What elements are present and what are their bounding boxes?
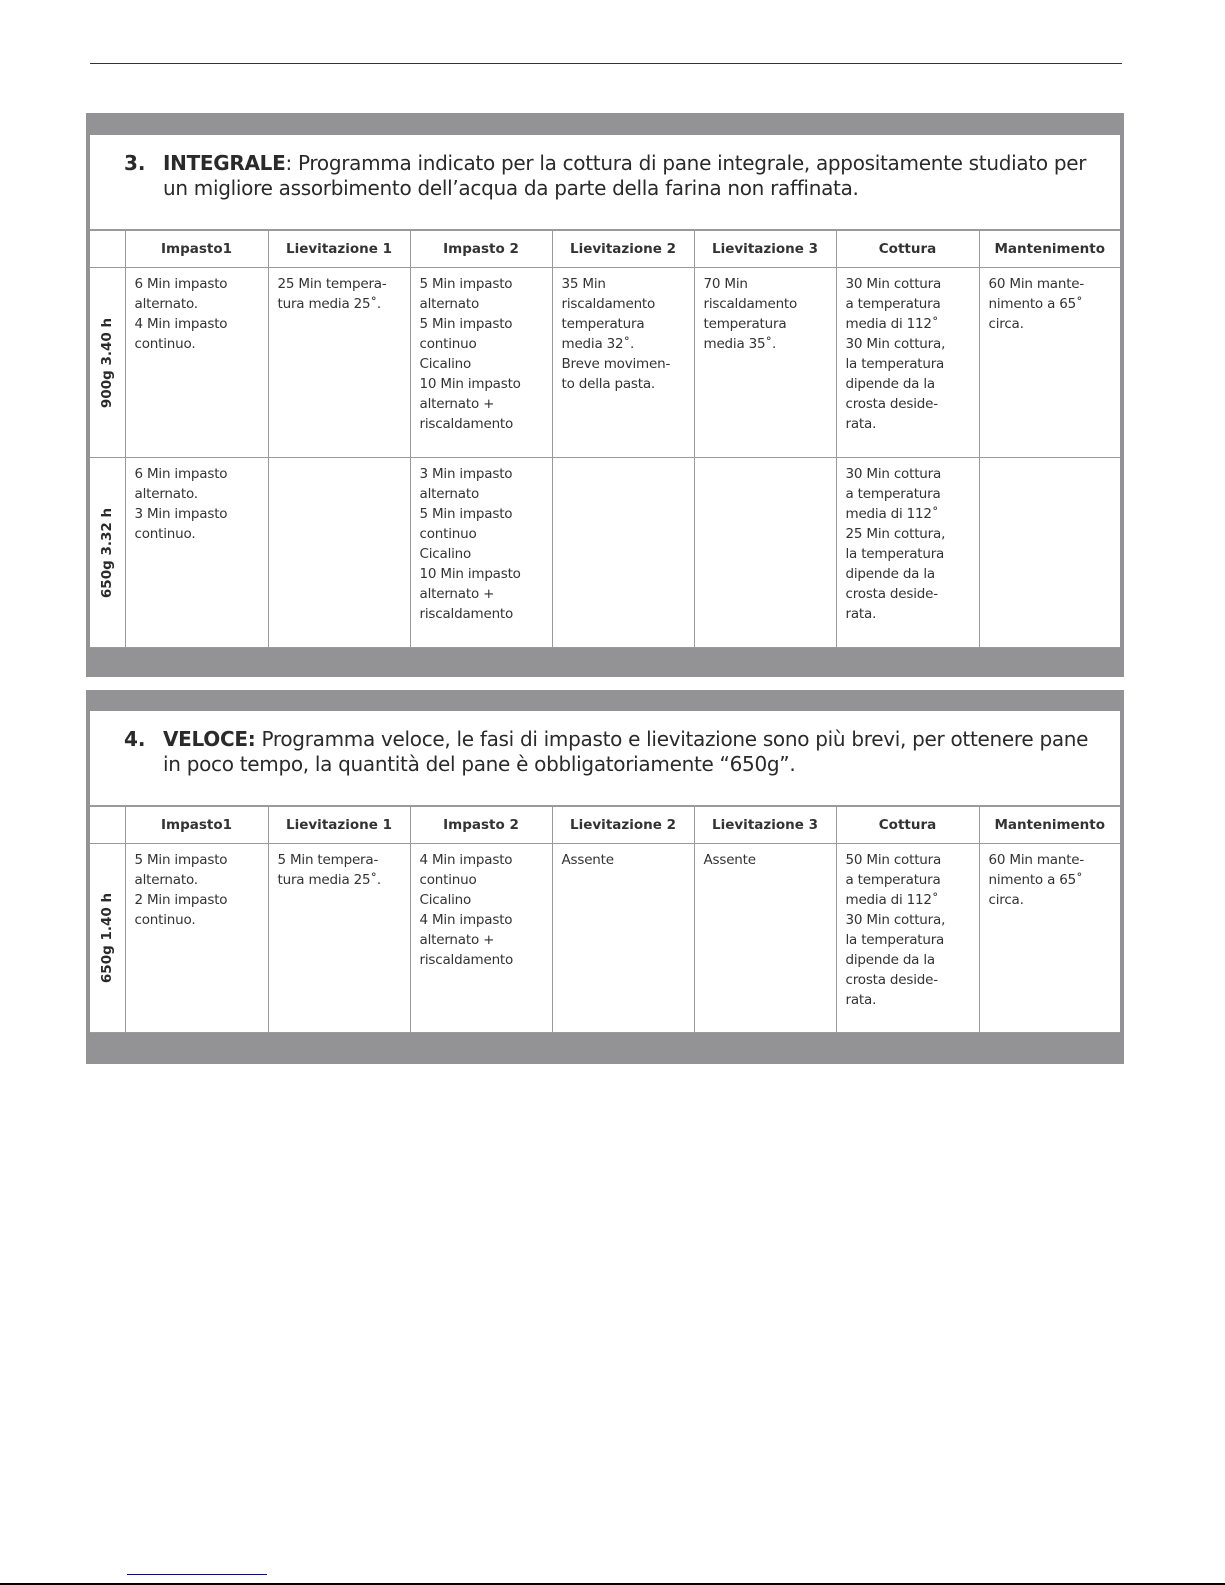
program-number: 4. (124, 727, 146, 751)
row-label: 650g 3.32 h (99, 507, 116, 598)
row-label: 650g 1.40 h (99, 892, 116, 984)
table-header-row (90, 807, 1120, 844)
table-cell (694, 458, 836, 648)
program-description: Programma veloce, le fasi di impasto e lievitazione sono più brevi, per ottenere pane in poco tempo, la quantità del pane è obbligatoriamente “650g”. (163, 727, 1089, 776)
column-header: Lievitazione 1 (268, 231, 410, 268)
column-header: Cottura (836, 807, 979, 844)
column-header: Lievitazione 2 (552, 807, 694, 844)
program-name: INTEGRALE (163, 151, 286, 175)
program-table (90, 806, 1120, 1033)
table-cell: 60 Min mante- nimento a 65˚ circa. (979, 268, 1120, 458)
table-row (90, 268, 1120, 458)
column-header: Cottura (836, 231, 979, 268)
column-header (90, 231, 125, 268)
table-cell: 5 Min tempera- tura media 25˚. (268, 844, 410, 1033)
table-cell: 5 Min impasto alternato 5 Min impasto continuo Cicalino 10 Min impasto alternato + riscaldamento (410, 268, 552, 458)
table-cell: 3 Min impasto alternato 5 Min impasto continuo Cicalino 10 Min impasto alternato + riscaldamento (410, 458, 552, 648)
program-title (90, 711, 1120, 806)
program-title (90, 135, 1120, 230)
row-label-cell (90, 844, 125, 1033)
table-row (90, 844, 1120, 1033)
program-name: VELOCE: (163, 727, 256, 751)
row-label-cell (90, 268, 125, 458)
program-description: : Programma indicato per la cottura di pane integrale, appositamente studiato per un migliore assorbimento dell’acqua da parte della farina non raffinata. (163, 151, 1087, 200)
program-panel-veloce (86, 690, 1124, 1064)
table-cell: Assente (552, 844, 694, 1033)
program-number: 3. (124, 151, 146, 175)
footer-link-underline (127, 1574, 267, 1575)
column-header: Mantenimento (979, 231, 1120, 268)
table-cell: 30 Min cottura a temperatura media di 112˚ 30 Min cottura, la temperatura dipende da la crosta deside- rata. (836, 268, 979, 458)
table-cell (268, 458, 410, 648)
column-header: Mantenimento (979, 807, 1120, 844)
table-header-row (90, 231, 1120, 268)
column-header: Impasto 2 (410, 231, 552, 268)
table-cell: 30 Min cottura a temperatura media di 112˚ 25 Min cottura, la temperatura dipende da la crosta deside- rata. (836, 458, 979, 648)
program-panel-integrale (86, 113, 1124, 677)
table-cell: 60 Min mante- nimento a 65˚ circa. (979, 844, 1120, 1033)
table-cell: 25 Min tempera- tura media 25˚. (268, 268, 410, 458)
program-table (90, 230, 1120, 648)
row-label-cell (90, 458, 125, 648)
column-header: Lievitazione 3 (694, 807, 836, 844)
column-header: Lievitazione 1 (268, 807, 410, 844)
column-header: Impasto1 (125, 231, 268, 268)
column-header: Lievitazione 2 (552, 231, 694, 268)
table-cell: 35 Min riscaldamento temperatura media 32˚. Breve movimen- to della pasta. (552, 268, 694, 458)
table-cell: 70 Min riscaldamento temperatura media 35˚. (694, 268, 836, 458)
table-cell: 5 Min impasto alternato. 2 Min impasto continuo. (125, 844, 268, 1033)
table-row (90, 458, 1120, 648)
table-cell: Assente (694, 844, 836, 1033)
table-cell: 4 Min impasto continuo Cicalino 4 Min impasto alternato + riscaldamento (410, 844, 552, 1033)
header-rule (90, 63, 1122, 64)
row-label: 900g 3.40 h (99, 317, 116, 408)
column-header (90, 807, 125, 844)
column-header: Impasto1 (125, 807, 268, 844)
table-cell (979, 458, 1120, 648)
table-cell: 6 Min impasto alternato. 3 Min impasto continuo. (125, 458, 268, 648)
table-cell: 50 Min cottura a temperatura media di 112˚ 30 Min cottura, la temperatura dipende da la crosta deside- rata. (836, 844, 979, 1033)
table-cell (552, 458, 694, 648)
column-header: Lievitazione 3 (694, 231, 836, 268)
column-header: Impasto 2 (410, 807, 552, 844)
table-cell: 6 Min impasto alternato. 4 Min impasto continuo. (125, 268, 268, 458)
